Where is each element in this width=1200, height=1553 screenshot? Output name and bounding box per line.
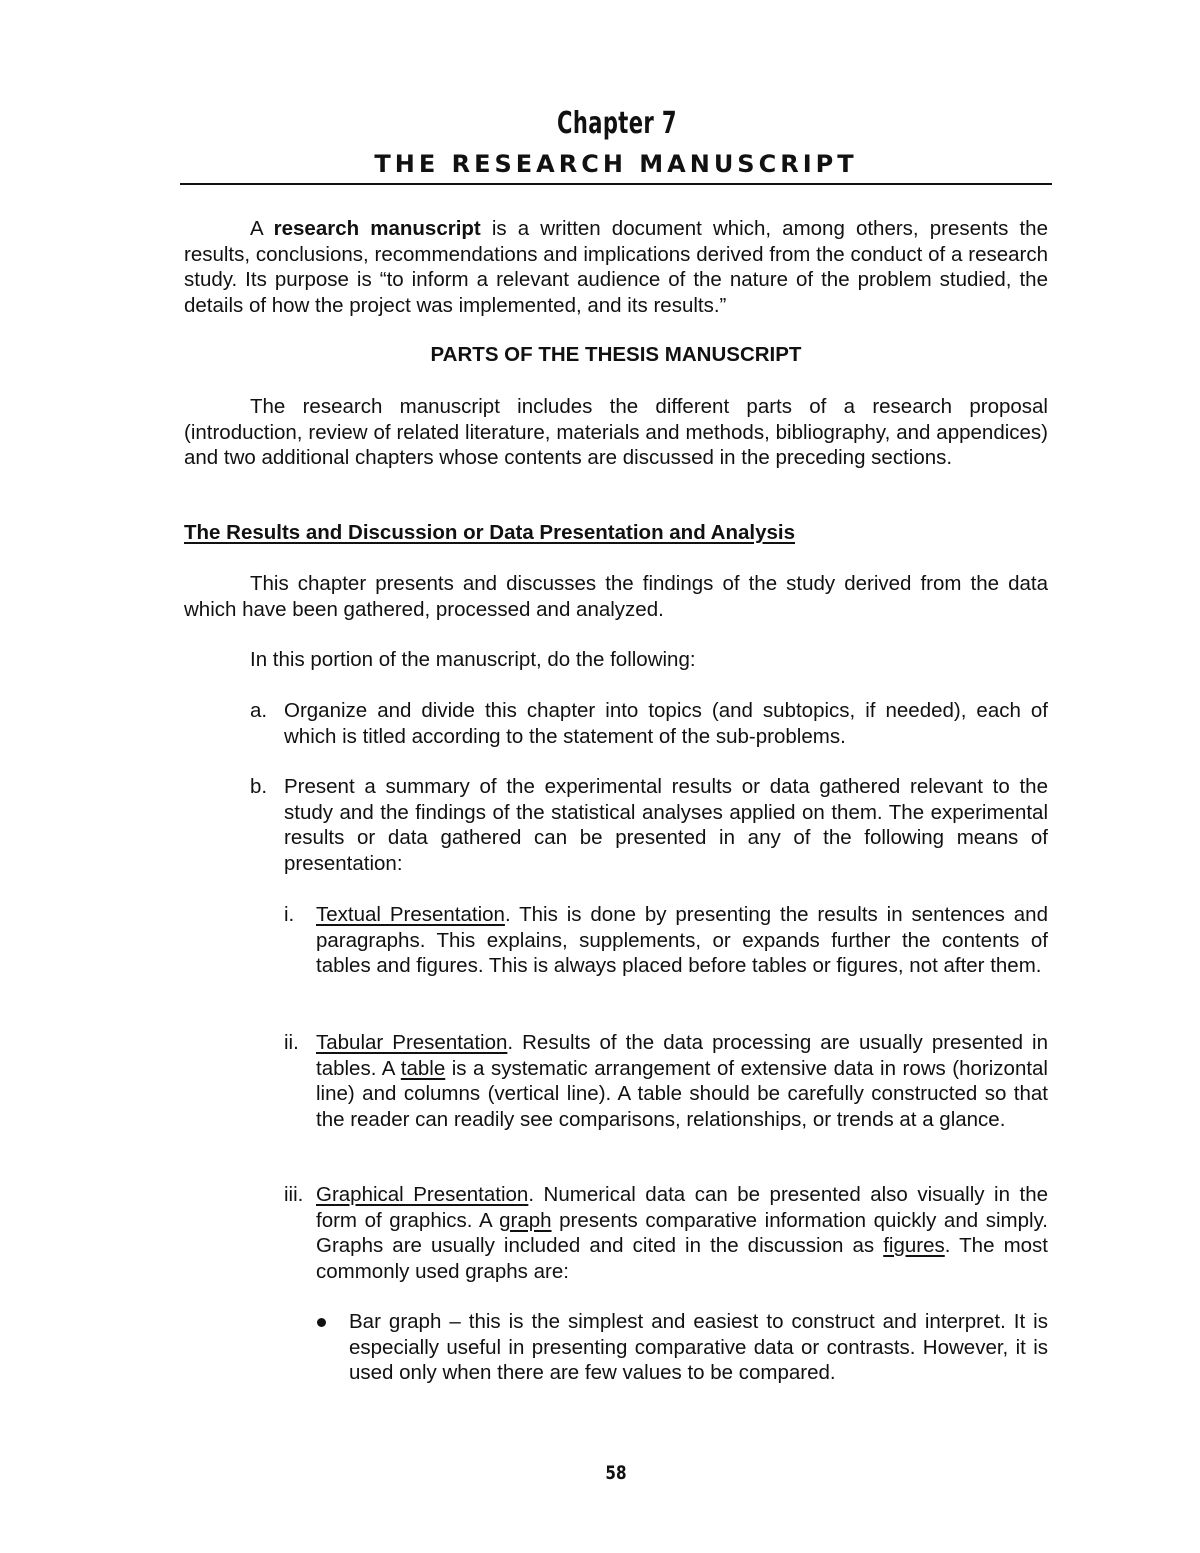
sublist-marker-i: i. [284, 903, 295, 926]
intro-lead: A [250, 217, 274, 240]
sublist-item-i: Textual Presentation. This is done by presenting the results in sentences and paragraphs. This explains, supplements, or expands further the contents of tables and figures. This is always placed before tables or figures, not after them. [316, 903, 1048, 977]
results-paragraph-1: This chapter presents and discusses the findings of the study derived from the data which have been gathered, processed and analyzed. [184, 572, 1048, 621]
intro-rest: is a written document which, among others, presents the results, conclusions, recommendations and implications derived from the conduct of a research study. Its purpose is “to inform a relevant audience of the nature of the problem studied, the details of how the project was implemented, and its results.” [184, 217, 1048, 317]
graphical-presentation-term: Graphical Presentation [316, 1183, 529, 1206]
list-item-a: Organize and divide this chapter into topics (and subtopics, if needed), each of which is titled according to the statement of the sub-problems. [284, 699, 1048, 748]
results-heading [184, 520, 1048, 546]
bullet-icon [317, 1318, 326, 1327]
sublist-marker-ii: ii. [284, 1031, 299, 1054]
textual-presentation-term: Textual Presentation [316, 903, 505, 926]
sublist-item-ii: Tabular Presentation. Results of the data processing are usually presented in tables. A table is a systematic arrangement of extensive data in rows (horizontal line) and columns (vertical line). A table should be carefully constructed so that the reader can readily see comparisons, relationships, or trends at a glance. [316, 1031, 1048, 1131]
figures-term: figures [883, 1234, 945, 1257]
tabular-presentation-term: Tabular Presentation [316, 1031, 508, 1054]
list-item-b: Present a summary of the experimental results or data gathered relevant to the study and the findings of the statistical analyses applied on them. The experimental results or data gathered can be presented in any of the following means of presentation: [284, 775, 1048, 875]
chapter-label: Chapter 7 [557, 106, 677, 141]
sublist-marker-iii: iii. [284, 1183, 304, 1206]
intro-paragraph [184, 216, 1048, 318]
table-term: table [400, 1056, 446, 1080]
parts-heading: PARTS OF THE THESIS MANUSCRIPT [430, 343, 802, 366]
results-heading-text: The Results and Discussion or Data Presentation and Analysis [184, 521, 795, 544]
parts-paragraph: The research manuscript includes the different parts of a research proposal (introduction, review of related literature, materials and methods, bibliography, and appendices) and two additional chapters whose contents are discussed in the preceding sections. [184, 395, 1048, 469]
page-number: 58 [605, 1462, 627, 1484]
sublist-item-iii: Graphical Presentation. Numerical data can be presented also visually in the form of graphics. A graph presents comparative information quickly and simply. Graphs are usually included and cited in the discussion as figures. The most commonly used graphs are: [316, 1183, 1048, 1283]
bullet-item-bar-graph: Bar graph – this is the simplest and easiest to construct and interpret. It is especially useful in presenting comparative data or contrasts. However, it is used only when there are few values to be compared. [349, 1310, 1048, 1384]
results-paragraph-2: In this portion of the manuscript, do the following: [250, 648, 696, 671]
intro-term: research manuscript [273, 217, 481, 240]
list-marker-a: a. [250, 699, 268, 722]
list-marker-b: b. [250, 775, 268, 798]
title-rule [180, 183, 1052, 185]
chapter-title: THE RESEARCH MANUSCRIPT [374, 150, 858, 178]
graph-term: graph [499, 1208, 552, 1232]
